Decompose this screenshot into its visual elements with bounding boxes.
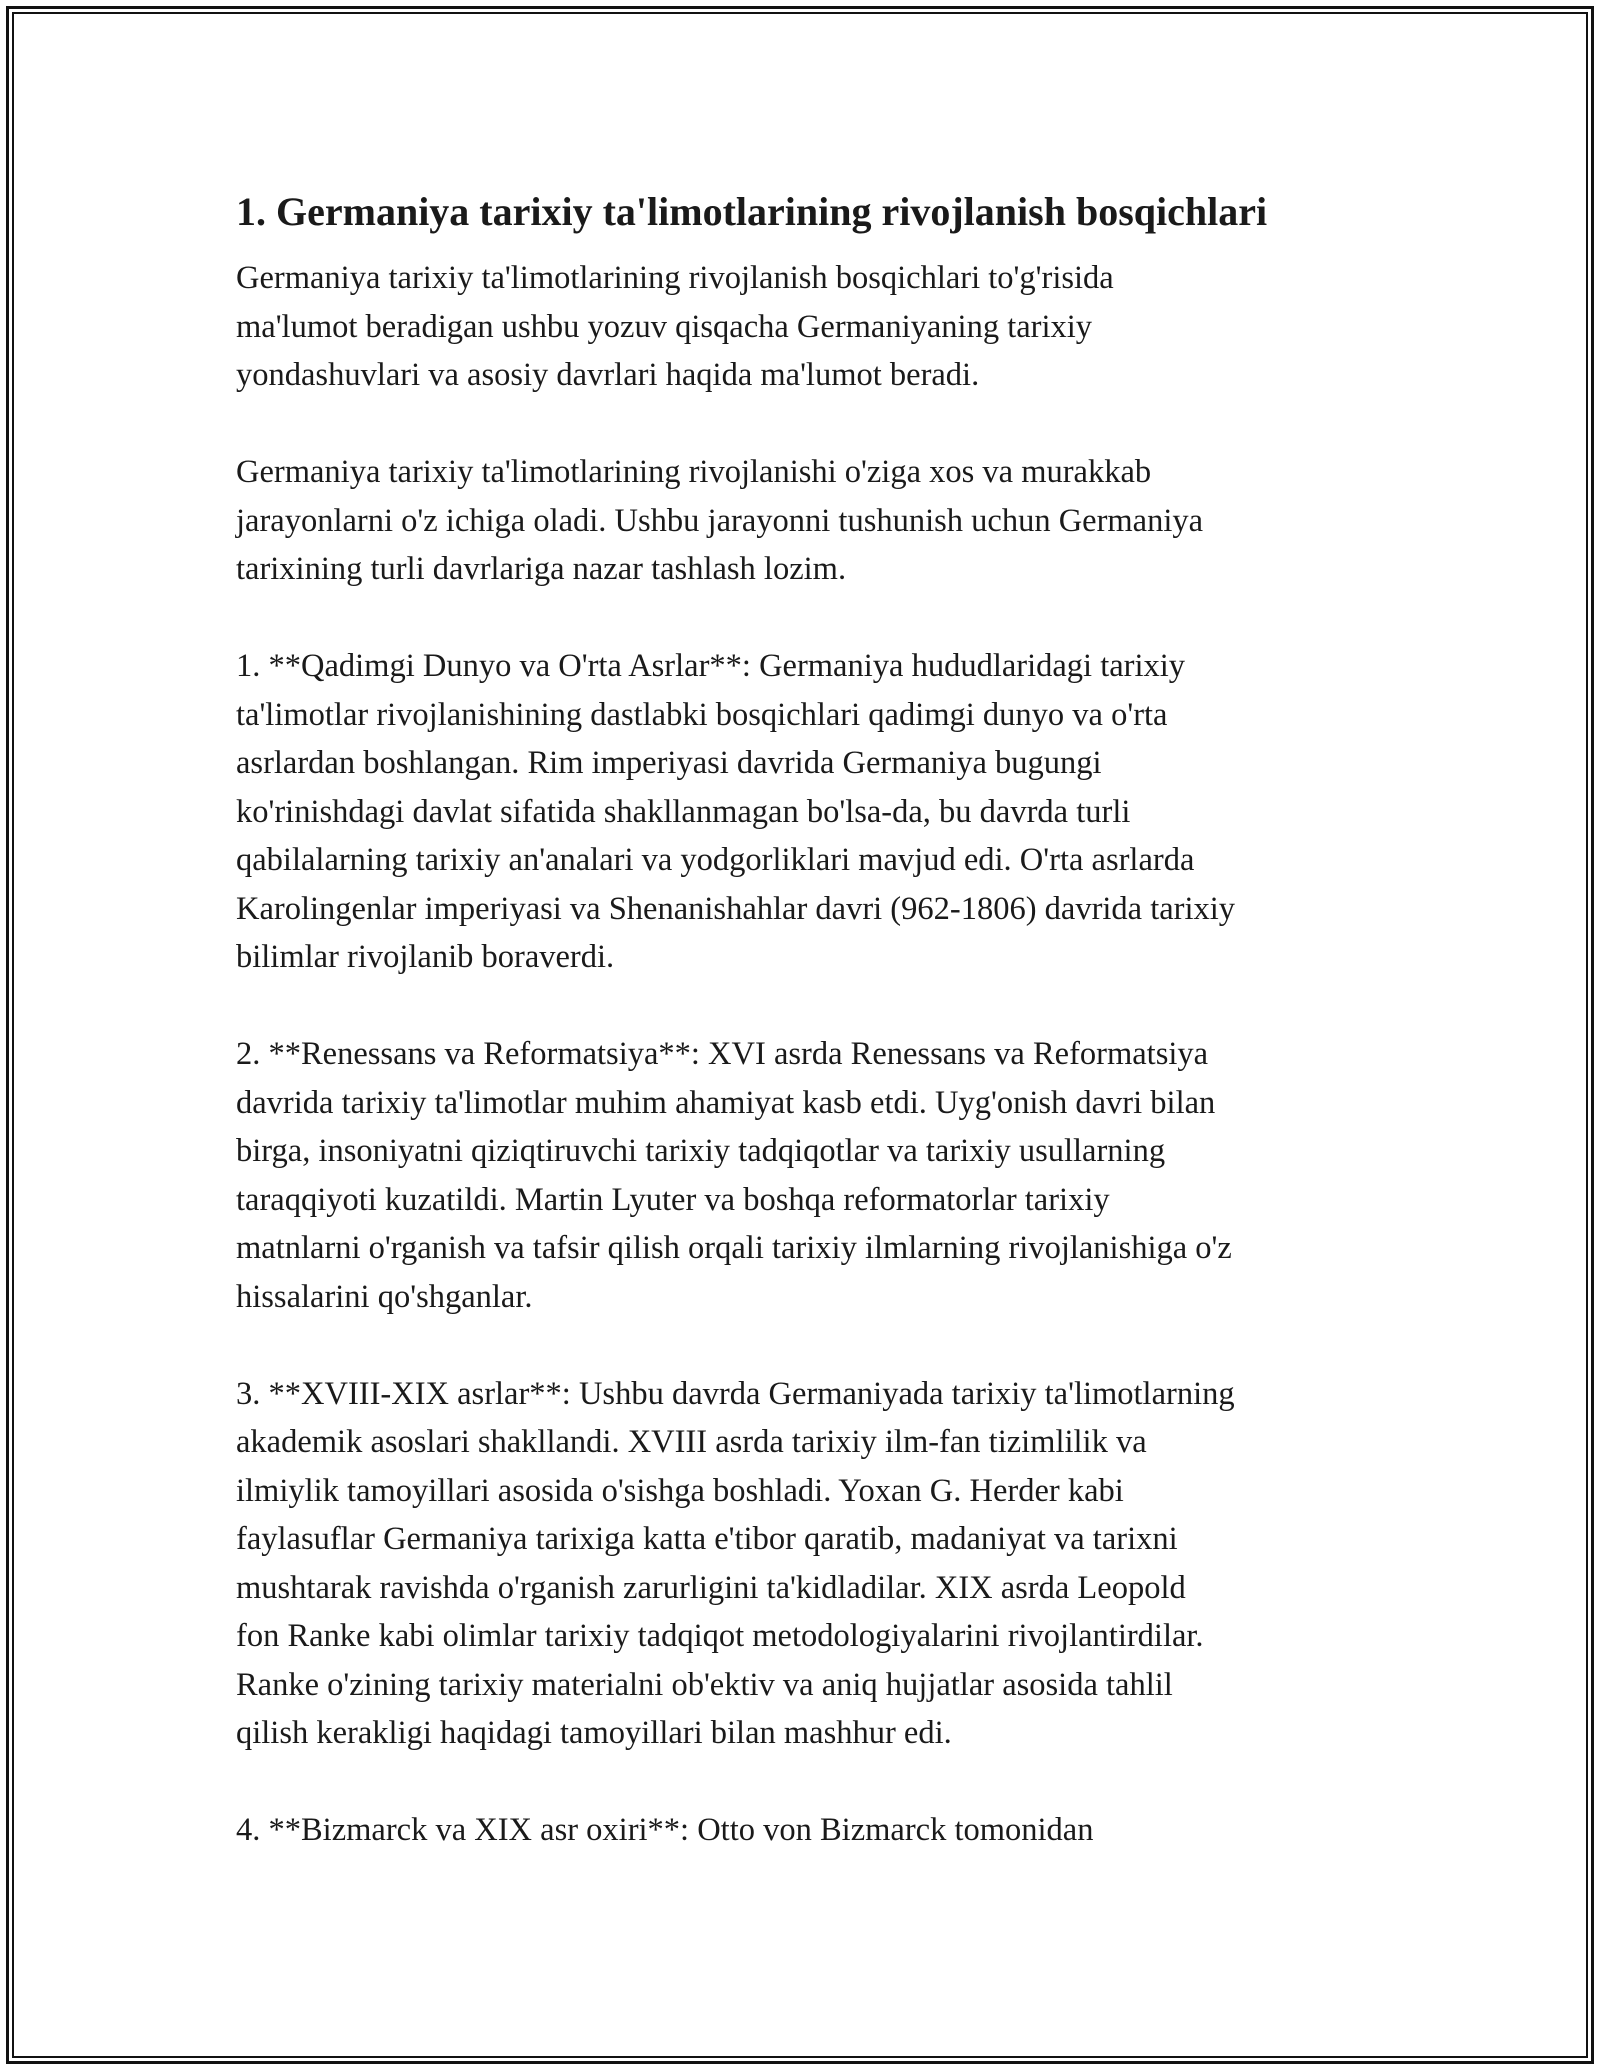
text-line: ta'limotlar rivojlanishining dastlabki bosqichlari qadimgi dunyo va o'rta (236, 696, 1168, 733)
text-line: Ranke o'zining tarixiy materialni ob'ektiv va aniq hujjatlar asosida tahlil (236, 1666, 1173, 1703)
paragraph-item-4 (236, 1806, 1376, 1855)
text-line: taraqqiyoti kuzatildi. Martin Lyuter va boshqa reformatorlar tarixiy (236, 1181, 1110, 1218)
document-body (236, 186, 1376, 1903)
paragraph-item-2 (236, 1030, 1376, 1321)
text-line: Karolingenlar imperiyasi va Shenanishahlar davri (962-1806) davrida tarixiy (236, 890, 1236, 927)
text-line: tarixining turli davrlariga nazar tashlash lozim. (236, 551, 847, 587)
paragraph-overview (236, 448, 1376, 594)
text-line: ma'lumot beradigan ushbu yozuv qisqacha Germaniyaning tarixiy (236, 308, 1093, 345)
text-line: davrida tarixiy ta'limotlar muhim ahamiyat kasb etdi. Uyg'onish davri bilan (236, 1084, 1216, 1121)
text-line: qilish kerakligi haqidagi tamoyillari bilan mashhur edi. (236, 1715, 952, 1751)
text-line: hissalarini qo'shganlar. (236, 1278, 533, 1315)
text-line: matnlarni o'rganish va tafsir qilish orqali tarixiy ilmlarning rivojlanishiga o'z (236, 1230, 1232, 1266)
paragraph-item-3 (236, 1370, 1376, 1758)
text-line: fon Ranke kabi olimlar tarixiy tadqiqot metodologiyalarini rivojlantirdilar. (236, 1618, 1204, 1654)
paragraph-item-1 (236, 642, 1376, 982)
text-line: yondashuvlari va asosiy davrlari haqida ma'lumot beradi. (236, 357, 980, 393)
text-line: 4. **Bizmarck va XIX asr oxiri**: Otto von Bizmarck tomonidan (236, 1812, 1094, 1848)
text-line: asrlardan boshlangan. Rim imperiyasi davrida Germaniya bugungi (236, 745, 1102, 781)
text-line: akademik asoslari shakllandi. XVIII asrda tarixiy ilm-fan tizimlilik va (236, 1424, 1147, 1460)
text-line: jarayonlarni o'z ichiga oladi. Ushbu jarayonni tushunish uchun Germaniya (236, 502, 1204, 539)
text-line: 2. **Renessans va Reformatsiya**: XVI asrda Renessans va Reformatsiya (236, 1036, 1209, 1072)
document-heading: 1. Germaniya tarixiy ta'limotlarining rivojlanish bosqichlari (236, 189, 1268, 234)
text-line: faylasuflar Germaniya tarixiga katta e'tibor qaratib, madaniyat va tarixni (236, 1521, 1178, 1557)
text-line: Germaniya tarixiy ta'limotlarining rivojlanishi o'ziga xos va murakkab (236, 454, 1152, 490)
text-line: 3. **XVIII-XIX asrlar**: Ushbu davrda Germaniyada tarixiy ta'limotlarning (236, 1375, 1235, 1412)
text-line: ilmiylik tamoyillari asosida o'sishga boshladi. Yoxan G. Herder kabi (236, 1472, 1124, 1509)
paragraph-intro (236, 254, 1376, 400)
text-line: Germaniya tarixiy ta'limotlarining rivojlanish bosqichlari to'g'risida (236, 260, 1114, 296)
text-line: birga, insoniyatni qiziqtiruvchi tarixiy tadqiqotlar va tarixiy usullarning (236, 1133, 1166, 1169)
text-line: qabilalarning tarixiy an'analari va yodgorliklari mavjud edi. O'rta asrlarda (236, 842, 1195, 878)
text-line: bilimlar rivojlanib boraverdi. (236, 939, 615, 975)
text-line: mushtarak ravishda o'rganish zarurligini ta'kidladilar. XIX asrda Leopold (236, 1569, 1186, 1606)
text-line: ko'rinishdagi davlat sifatida shakllanmagan bo'lsa-da, bu davrda turli (236, 793, 1131, 830)
text-line: 1. **Qadimgi Dunyo va O'rta Asrlar**: Germaniya hududlaridagi tarixiy (236, 648, 1186, 684)
